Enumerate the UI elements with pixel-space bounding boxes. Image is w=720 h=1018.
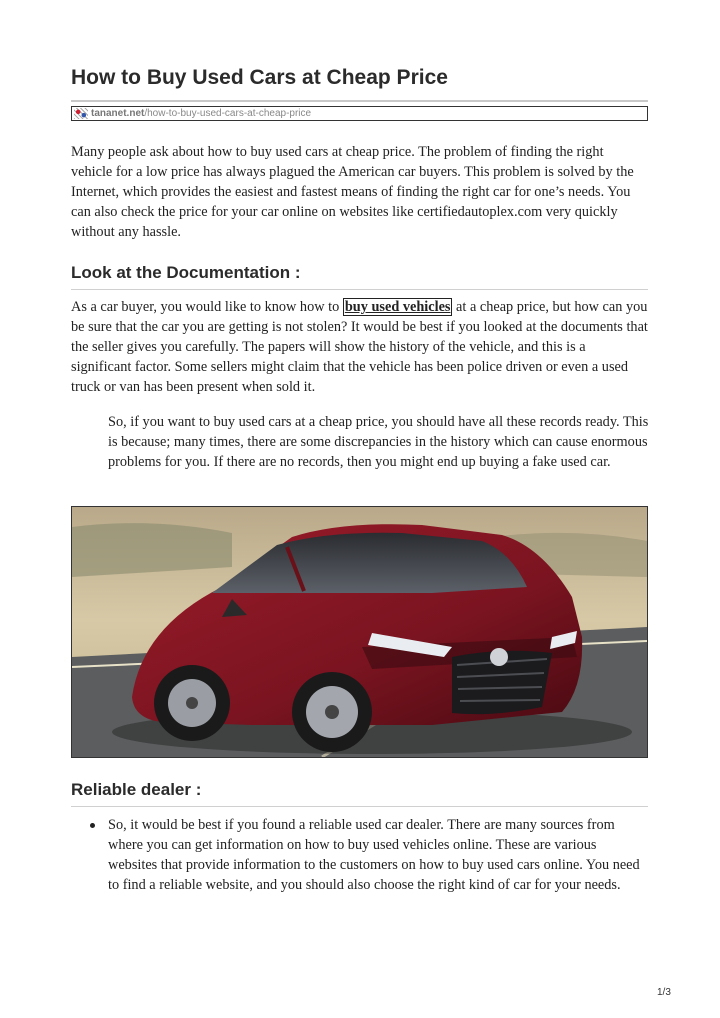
- page-title: How to Buy Used Cars at Cheap Price: [71, 66, 448, 89]
- documentation-text-before-link: As a car buyer, you would like to know how to: [71, 299, 343, 315]
- records-quote: So, if you want to buy used cars at a cheap price, you should have all these records ready. This is because; many times, there are some discrepancies in the history which can cause enormous problems for you. If there are no records, then you might end up buying a fake used car.: [108, 414, 649, 470]
- heading-reliable-dealer-divider: [71, 806, 648, 807]
- documentation-paragraph: [71, 297, 648, 397]
- source-url-bar[interactable]: [71, 106, 648, 121]
- heading-documentation-divider: [71, 289, 648, 290]
- page-number: 1/3: [657, 987, 671, 998]
- red-sedan-photo: [71, 506, 648, 758]
- documentation-text-after-link: at a cheap price, but how can you be sure that the car you are getting is not stolen? It would be best if you looked at the documents that the seller gives you carefully. The papers will show the history of the vehicle, and this is a significant factor. Some sellers might claim that the vehicle has been police driven or even a used truck or van has been present when sold it.: [71, 299, 648, 395]
- heading-reliable-dealer: Reliable dealer :: [71, 780, 202, 799]
- source-path: /how-to-buy-used-cars-at-cheap-price: [144, 108, 312, 119]
- reliable-dealer-list: [71, 815, 648, 895]
- source-domain: tananet.net: [91, 108, 145, 119]
- buy-used-vehicles-link[interactable]: buy used vehicles: [344, 299, 451, 315]
- list-item: So, it would be best if you found a reliable used car dealer. There are many sources from where you can get information on how to buy used vehicles online. These are various websites that provide information to the customers on how to buy used cars online. You need to find a reliable website, and you should also choose the right kind of car for your needs.: [71, 815, 648, 895]
- title-divider: [71, 100, 648, 102]
- tananet-favicon-icon: [74, 108, 88, 119]
- heading-documentation: Look at the Documentation :: [71, 263, 301, 282]
- intro-paragraph: Many people ask about how to buy used cars at cheap price. The problem of finding the right vehicle for a low price has always plagued the American car buyers. This problem is solved by the Internet, which provides the easiest and fastest means of finding the right car for one’s needs. You can also check the price for your car online on websites like certifiedautoplex.com very quickly without any hassle.: [71, 144, 634, 240]
